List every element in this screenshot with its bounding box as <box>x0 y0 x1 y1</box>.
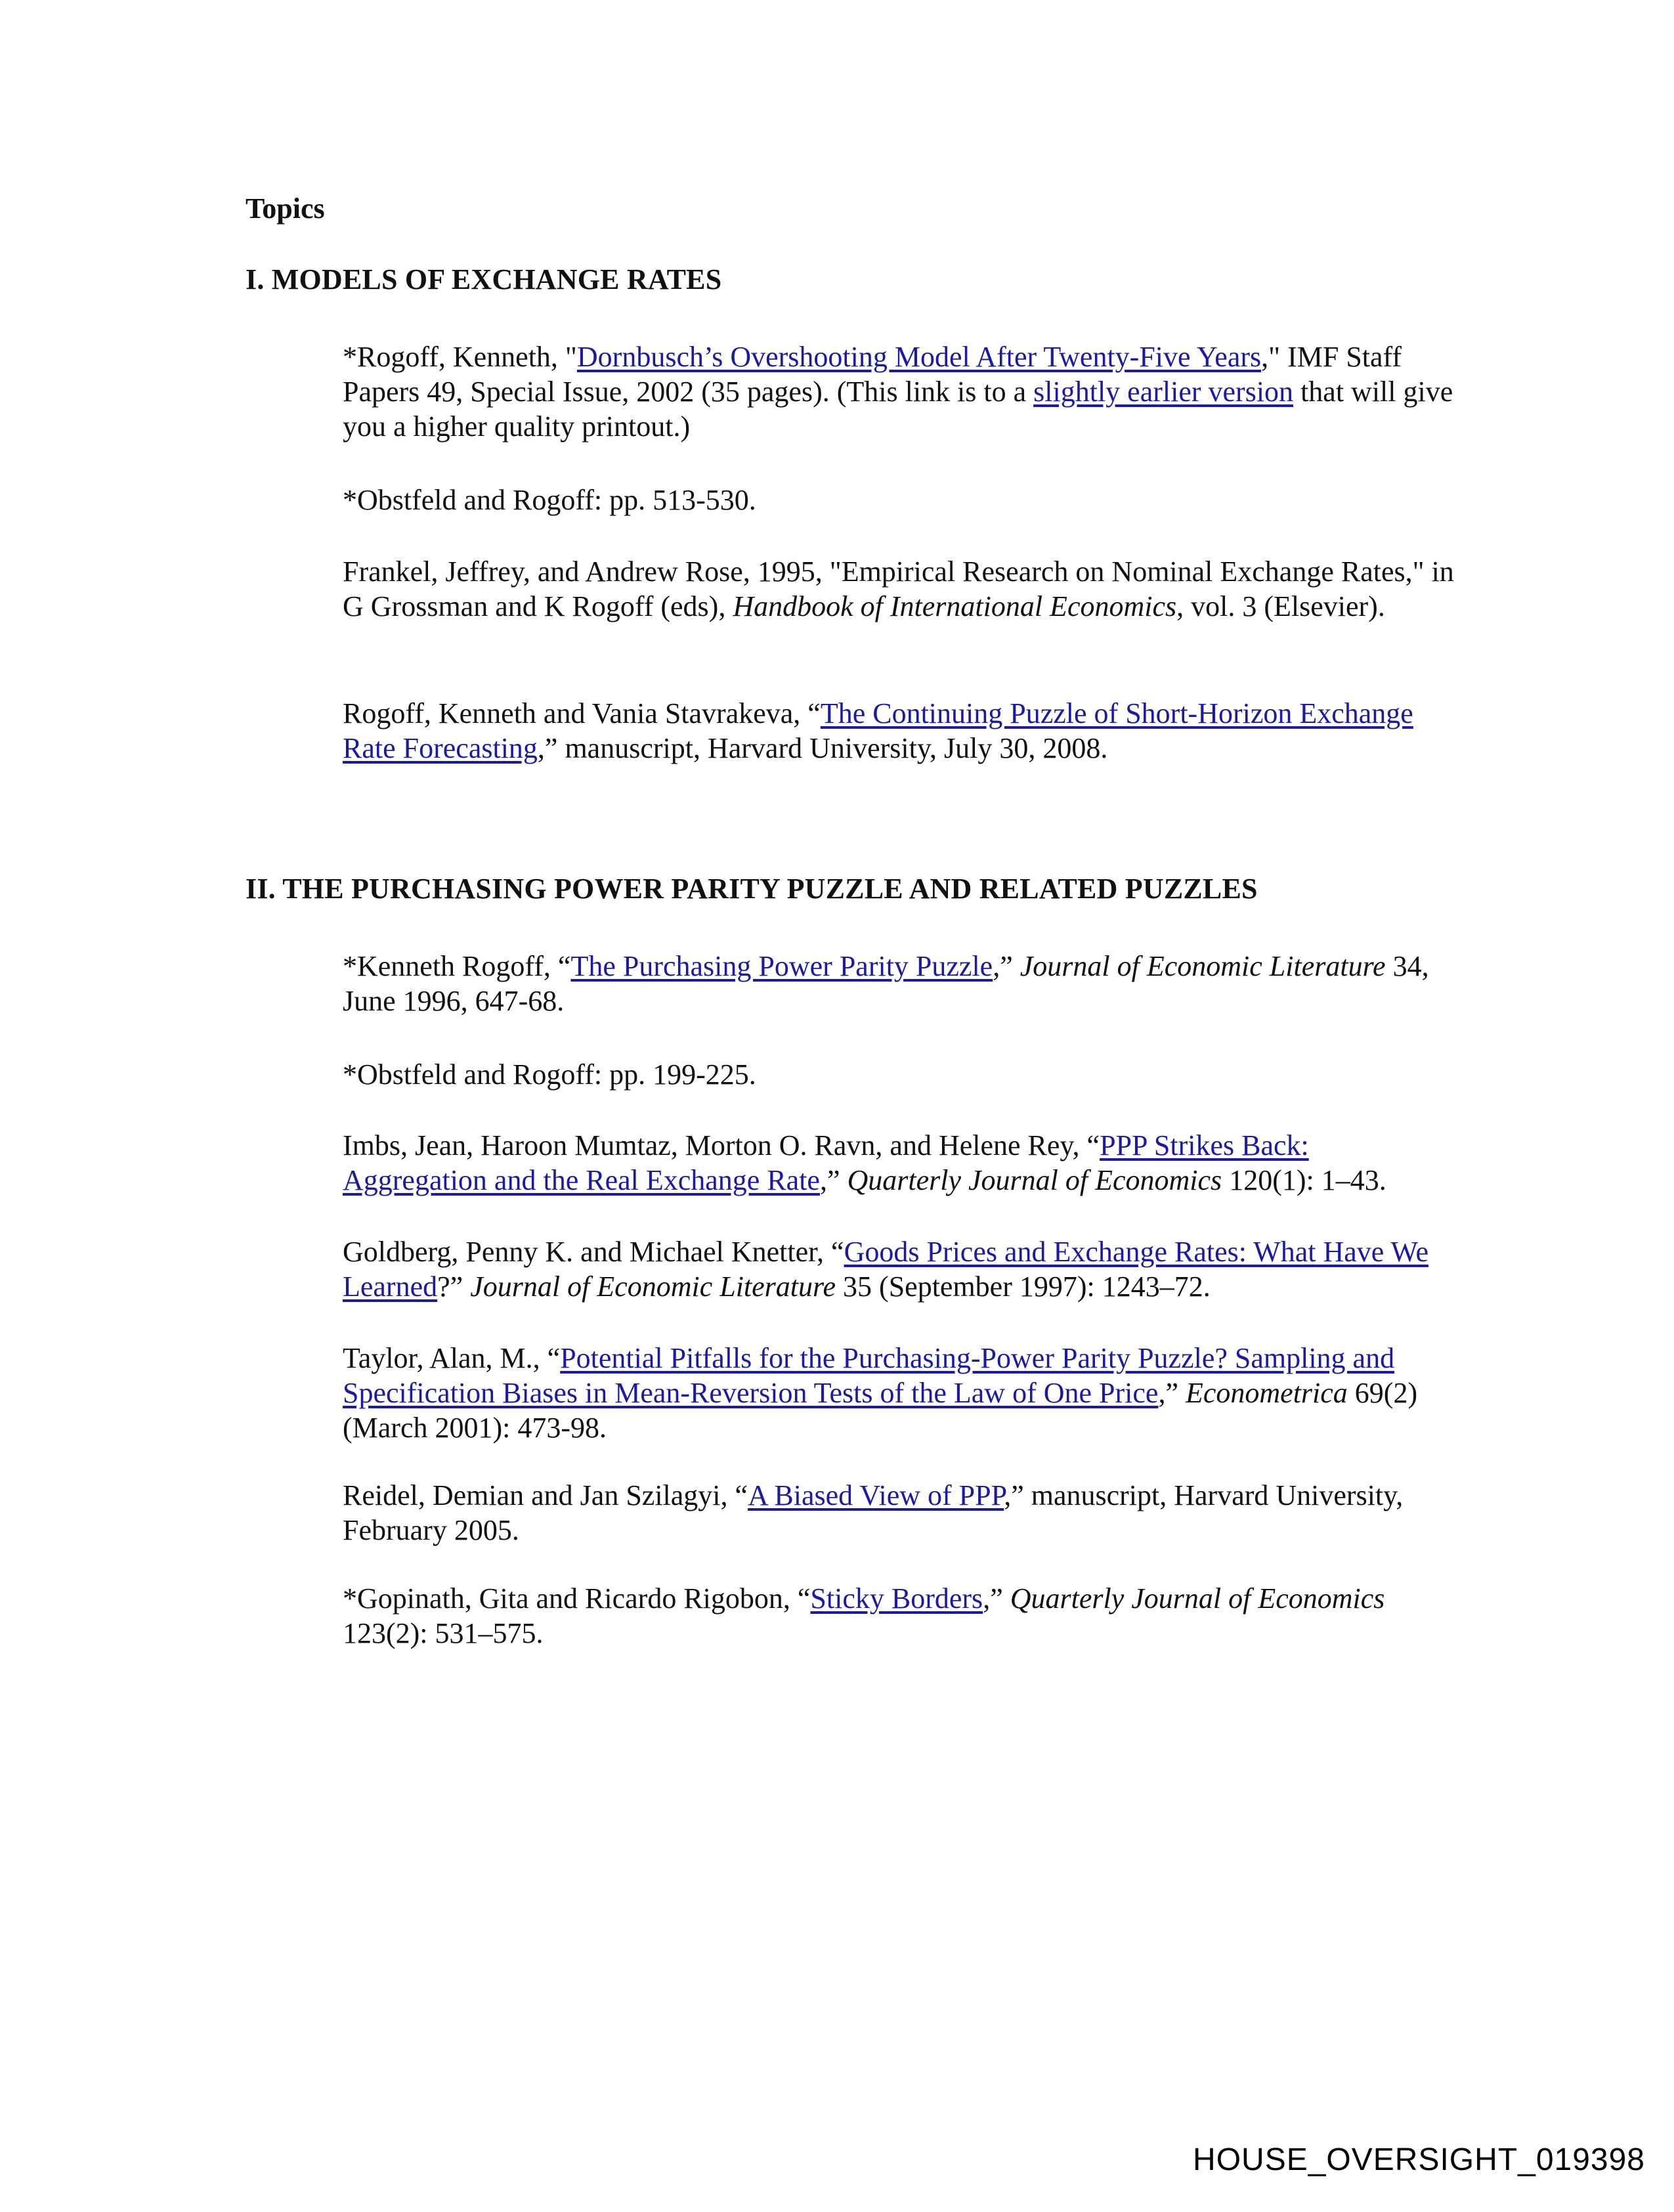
reference-link-earlier-version[interactable]: slightly earlier version <box>1033 376 1294 408</box>
reference-link[interactable]: Potential Pitfalls for the Purchasing-Power Parity Puzzle? Sampling and Specification Biases in Mean-Reversion Tests of the Law of One Price <box>343 1342 1395 1409</box>
reference-item <box>343 949 1459 1018</box>
reference-item <box>343 1128 1459 1198</box>
section-title-models: I. MODELS OF EXCHANGE RATES <box>246 263 722 295</box>
reference-text: that will give you a higher quality printout.) <box>343 376 1453 443</box>
reference-item <box>343 696 1459 766</box>
reference-text: Frankel, Jeffrey, and Andrew Rose, 1995, "Empirical Research on Nominal Exchange Rates," in G Grossman and K Rogoff (eds), <box>343 555 1454 622</box>
reference-text: Taylor, Alan, M., “ <box>343 1342 561 1374</box>
reference-text: 35 (September 1997): 1243–72. <box>836 1270 1211 1303</box>
reference-item <box>343 1057 1459 1092</box>
reference-item <box>343 1234 1459 1304</box>
reference-text: *Rogoff, Kenneth, " <box>343 341 577 373</box>
reference-text: 123(2): 531–575. <box>343 1617 544 1649</box>
reference-text: 34, June 1996, 647-68. <box>343 950 1429 1017</box>
reference-text: ,” <box>993 950 1020 982</box>
reference-link[interactable]: The Continuing Puzzle of Short-Horizon Exchange Rate Forecasting <box>343 697 1413 764</box>
reference-text: *Gopinath, Gita and Ricardo Rigobon, “ <box>343 1582 811 1615</box>
reference-item <box>343 554 1459 624</box>
reference-text: ,” <box>1158 1377 1186 1409</box>
publication-title: Journal of Economic Literature <box>470 1270 836 1303</box>
reference-text: Imbs, Jean, Haroon Mumtaz, Morton O. Ravn, and Helene Rey, “ <box>343 1129 1100 1161</box>
section-title-ppp: II. THE PURCHASING POWER PARITY PUZZLE AND RELATED PUZZLES <box>246 873 1258 905</box>
publication-title: Handbook of International Economics <box>733 590 1177 622</box>
reference-text: ,” manuscript, Harvard University, July 30, 2008. <box>537 732 1108 764</box>
reference-text: Rogoff, Kenneth and Vania Stavrakeva, “ <box>343 697 821 729</box>
reference-item <box>343 1478 1459 1548</box>
reference-text: Reidel, Demian and Jan Szilagyi, “ <box>343 1479 748 1511</box>
reference-link[interactable]: PPP Strikes Back: Aggregation and the Real Exchange Rate <box>343 1129 1309 1196</box>
reference-item <box>343 339 1459 444</box>
publication-title: Econometrica <box>1185 1377 1348 1409</box>
reference-text: *Obstfeld and Rogoff: pp. 199-225. <box>343 1058 756 1091</box>
reference-text: ?” <box>437 1270 471 1303</box>
reference-text: *Obstfeld and Rogoff: pp. 513-530. <box>343 484 756 516</box>
reference-link[interactable]: A Biased View of PPP <box>748 1479 1004 1511</box>
reference-text: ,” <box>983 1582 1010 1615</box>
reference-text: *Kenneth Rogoff, “ <box>343 950 571 982</box>
publication-title: Quarterly Journal of Economics <box>1010 1582 1385 1615</box>
reference-text: 120(1): 1–43. <box>1222 1164 1386 1196</box>
reference-link[interactable]: Sticky Borders <box>810 1582 983 1615</box>
reference-text: ,” manuscript, Harvard University, February 2005. <box>343 1479 1404 1546</box>
reference-text: Goldberg, Penny K. and Michael Knetter, “ <box>343 1236 844 1268</box>
page-heading: Topics <box>246 192 325 225</box>
reference-text: ," IMF Staff Papers 49, Special Issue, 2002 (35 pages). (This link is to a <box>343 341 1402 408</box>
publication-title: Journal of Economic Literature <box>1019 950 1386 982</box>
reference-item <box>343 483 1459 517</box>
reference-text: , vol. 3 (Elsevier). <box>1176 590 1385 622</box>
publication-title: Quarterly Journal of Economics <box>847 1164 1222 1196</box>
document-id-footer: HOUSE_OVERSIGHT_019398 <box>1193 2142 1645 2177</box>
reference-item <box>343 1341 1459 1445</box>
reference-text: ,” <box>819 1164 848 1196</box>
reference-link[interactable]: Goods Prices and Exchange Rates: What Have We Learned <box>343 1236 1429 1303</box>
reference-link[interactable]: Dornbusch’s Overshooting Model After Twenty-Five Years <box>576 341 1262 373</box>
reference-item <box>343 1581 1459 1651</box>
reference-link[interactable]: The Purchasing Power Parity Puzzle <box>570 950 993 982</box>
reference-text: 69(2) (March 2001): 473-98. <box>343 1377 1418 1444</box>
